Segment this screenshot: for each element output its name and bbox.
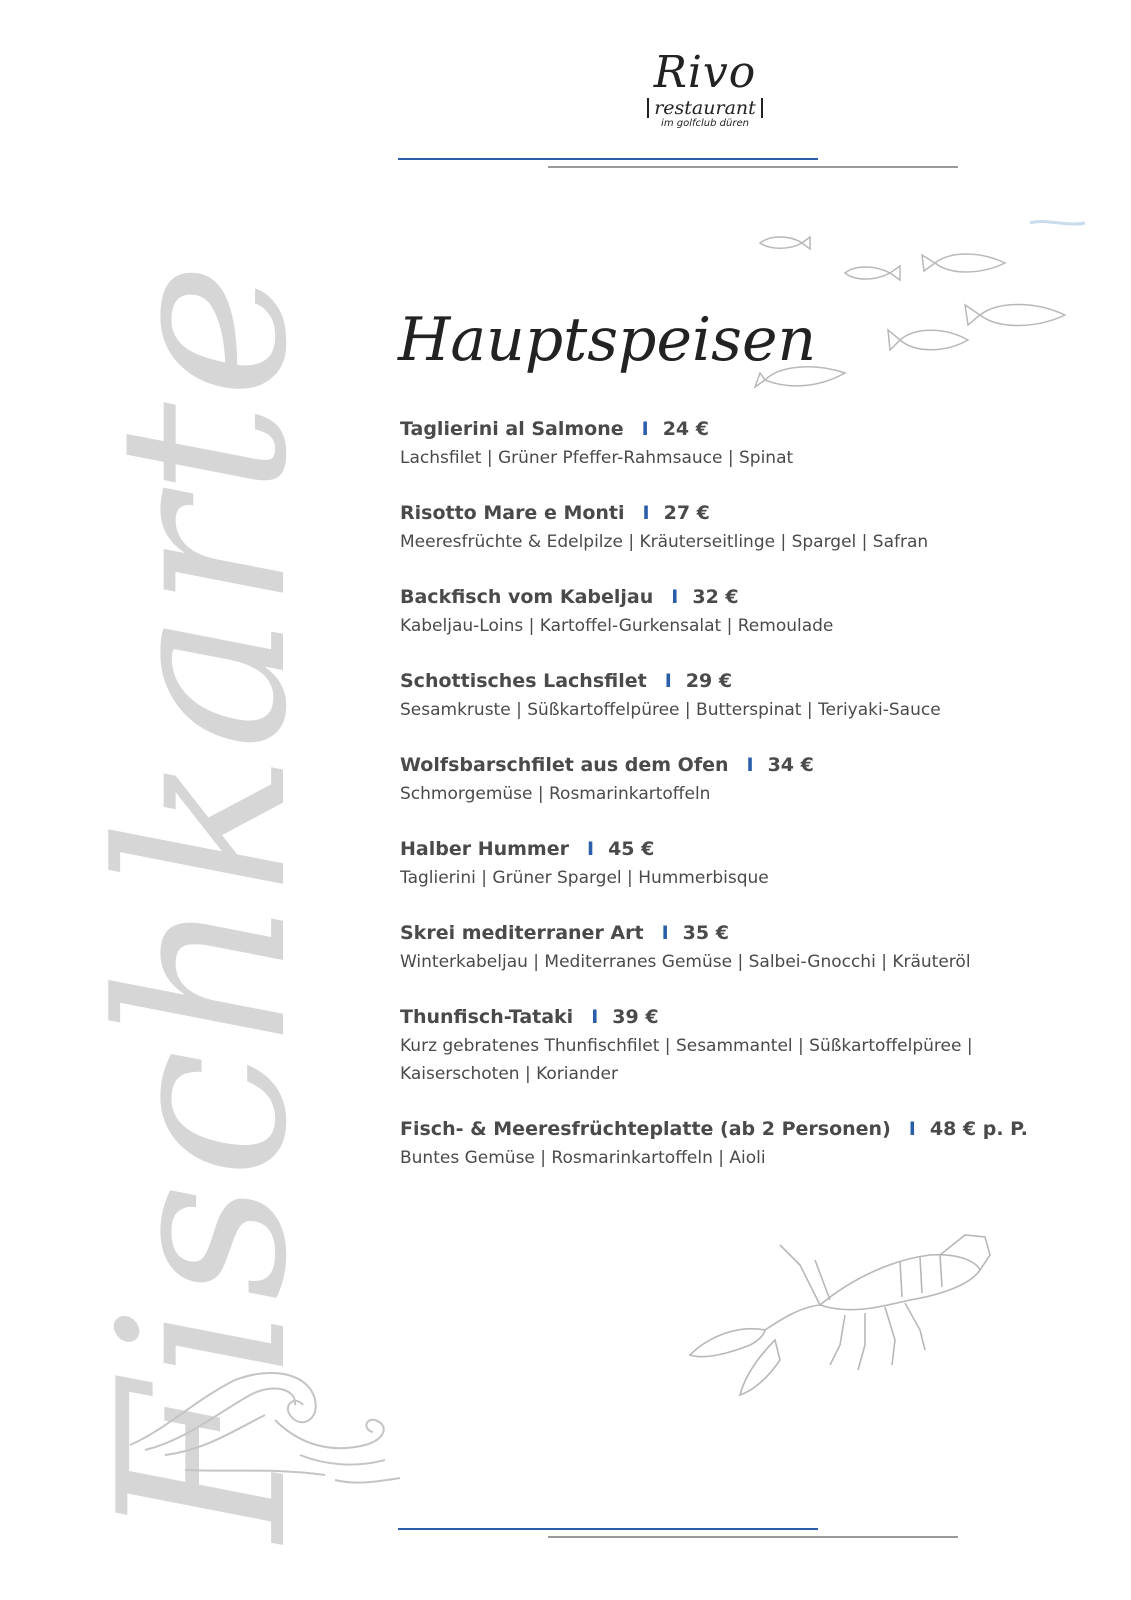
menu-item-price: 35 €: [682, 922, 729, 944]
price-separator: I: [641, 418, 649, 440]
menu-item-heading: [400, 1002, 1080, 1032]
menu-item-description: Winterkabeljau | Mediterranes Gemüse | Salbei-Gnocchi | Kräuteröl: [400, 952, 971, 972]
menu-item-name: Thunfisch-Tataki: [400, 1006, 574, 1028]
menu-item-heading: [400, 750, 1080, 780]
wave-illustration: [125, 1360, 405, 1490]
price-separator: I: [664, 670, 672, 692]
menu-item-heading: [400, 414, 1080, 444]
price-separator: I: [591, 1006, 599, 1028]
menu-item: [400, 1002, 1080, 1088]
menu-item-heading: [400, 918, 1080, 948]
menu-item-description: Sesamkruste | Süßkartoffelpüree | Butterspinat | Teriyaki-Sauce: [400, 700, 941, 720]
menu-item-description: Buntes Gemüse | Rosmarinkartoffeln | Aioli: [400, 1148, 766, 1168]
menu-item-name: Schottisches Lachsfilet: [400, 670, 647, 692]
menu-item: [400, 582, 1080, 640]
menu-item-price: 27 €: [663, 502, 710, 524]
menu-item-description: Meeresfrüchte & Edelpilze | Kräuterseitlinge | Spargel | Safran: [400, 532, 929, 552]
menu-item: [400, 918, 1080, 976]
menu-item-heading: [400, 666, 1080, 696]
menu-item-price: 32 €: [692, 586, 739, 608]
logo-subtitle: restaurant: [647, 98, 763, 118]
menu-item: [400, 666, 1080, 724]
menu-item: [400, 498, 1080, 556]
lobster-illustration: [680, 1225, 1000, 1405]
restaurant-logo: [630, 48, 780, 148]
logo-name: Rivo: [653, 47, 757, 98]
price-separator: I: [587, 838, 595, 860]
menu-item-name: Risotto Mare e Monti: [400, 502, 625, 524]
menu-item-description: Taglierini | Grüner Spargel | Hummerbisque: [400, 868, 769, 888]
menu-item-price: 24 €: [662, 418, 709, 440]
price-separator: I: [908, 1118, 916, 1140]
top-divider-gray: [548, 166, 958, 168]
menu-item-name: Taglierini al Salmone: [400, 418, 624, 440]
bottom-divider-gray: [548, 1536, 958, 1538]
vertical-title: Fischkarte: [71, 258, 338, 1542]
section-title: Hauptspeisen: [398, 305, 817, 375]
menu-item-name: Backfisch vom Kabeljau: [400, 586, 654, 608]
menu-item-name: Fisch- & Meeresfrüchteplatte (ab 2 Personen): [400, 1118, 891, 1140]
menu-item: [400, 414, 1080, 472]
menu-item-description: Kabeljau-Loins | Kartoffel-Gurkensalat | Remoulade: [400, 616, 834, 636]
price-separator: I: [671, 586, 679, 608]
menu-item-heading: [400, 1114, 1080, 1144]
menu-item-name: Halber Hummer: [400, 838, 569, 860]
menu-item-heading: [400, 834, 1080, 864]
menu-item-name: Wolfsbarschfilet aus dem Ofen: [400, 754, 729, 776]
menu-item: [400, 834, 1080, 892]
menu-item-heading: [400, 498, 1080, 528]
menu-item-heading: [400, 582, 1080, 612]
price-separator: I: [642, 502, 650, 524]
top-divider-blue: [398, 158, 818, 160]
menu-item-price: 48 € p. P.: [929, 1118, 1028, 1140]
menu-item-price: 39 €: [612, 1006, 659, 1028]
menu-item-price: 45 €: [608, 838, 655, 860]
menu-item-price: 34 €: [767, 754, 814, 776]
bottom-divider-blue: [398, 1528, 818, 1530]
menu-item-description: Lachsfilet | Grüner Pfeffer-Rahmsauce | Spinat: [400, 448, 794, 468]
price-separator: I: [661, 922, 669, 944]
menu-item-price: 29 €: [685, 670, 733, 692]
menu-item-description: Schmorgemüse | Rosmarinkartoffeln: [400, 784, 711, 804]
menu-item-description: Kurz gebratenes Thunfischfilet | Sesammantel | Süßkartoffelpüree | Kaiserschoten | Koriander: [400, 1036, 973, 1084]
logo-tagline: im golfclub düren: [661, 118, 749, 129]
price-separator: I: [746, 754, 754, 776]
menu-item: [400, 750, 1080, 808]
menu-list: [400, 414, 1080, 1198]
menu-item-name: Skrei mediterraner Art: [400, 922, 644, 944]
menu-item: [400, 1114, 1080, 1172]
